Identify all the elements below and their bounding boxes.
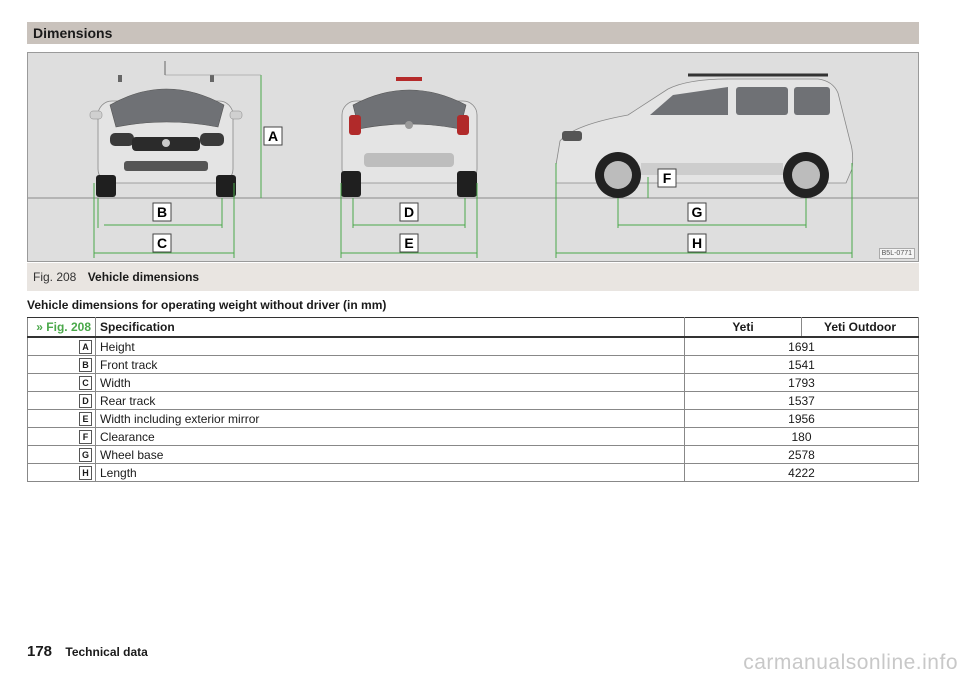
row-spec: Wheel base	[96, 446, 685, 464]
row-letter: A	[79, 340, 92, 354]
row-letter: F	[79, 430, 92, 444]
row-value: 180	[685, 428, 919, 446]
page-footer	[27, 643, 148, 660]
row-spec: Clearance	[96, 428, 685, 446]
row-value: 2578	[685, 446, 919, 464]
figure-code: B5L-0771	[879, 248, 915, 259]
table-title: Vehicle dimensions for operating weight without driver (in mm)	[27, 298, 387, 312]
section-title: Dimensions	[33, 25, 113, 41]
row-spec: Width including exterior mirror	[96, 410, 685, 428]
dimension-label-g: G	[691, 204, 703, 220]
table-row	[28, 464, 919, 482]
row-value: 1537	[685, 392, 919, 410]
row-spec: Rear track	[96, 392, 685, 410]
page-number: 178	[27, 643, 53, 660]
row-letter: B	[79, 358, 92, 372]
row-spec: Width	[96, 374, 685, 392]
row-spec: Length	[96, 464, 685, 482]
header-yeti: Yeti	[685, 318, 802, 338]
figure-title: Vehicle dimensions	[87, 270, 200, 284]
table-row	[28, 337, 919, 356]
watermark: carmanualsonline.info	[743, 651, 958, 674]
dimension-label-c: C	[156, 235, 168, 251]
row-letter: D	[79, 394, 92, 408]
row-value: 1691	[685, 337, 919, 356]
dimension-label-h: H	[691, 235, 703, 251]
row-value: 4222	[685, 464, 919, 482]
row-letter: C	[79, 376, 92, 390]
table-row	[28, 374, 919, 392]
vehicle-dimensions-figure	[27, 52, 919, 262]
table-row	[28, 392, 919, 410]
row-spec: Height	[96, 337, 685, 356]
dimension-label-e: E	[404, 235, 414, 251]
row-value: 1793	[685, 374, 919, 392]
dimensions-table	[27, 317, 919, 482]
chapter-title: Technical data	[65, 645, 148, 659]
dimension-label-f: F	[662, 170, 672, 186]
car-front-view	[90, 75, 242, 197]
dimension-label-b: B	[156, 204, 168, 220]
table-row	[28, 428, 919, 446]
car-side-view	[556, 75, 853, 198]
row-spec: Front track	[96, 356, 685, 374]
figure-caption	[27, 263, 919, 291]
row-value: 1956	[685, 410, 919, 428]
row-letter: H	[79, 466, 92, 480]
table-header-row	[28, 318, 919, 338]
figure-reference-link[interactable]: » Fig. 208	[28, 318, 96, 338]
table-row	[28, 410, 919, 428]
car-rear-view	[341, 77, 477, 197]
vehicle-illustration	[28, 53, 919, 262]
row-value: 1541	[685, 356, 919, 374]
row-letter: G	[79, 448, 92, 462]
header-specification: Specification	[96, 318, 685, 338]
table-row	[28, 446, 919, 464]
dimension-label-d: D	[403, 204, 415, 220]
dimension-label-a: A	[267, 128, 279, 144]
section-header	[27, 22, 919, 44]
table-row	[28, 356, 919, 374]
row-letter: E	[79, 412, 92, 426]
figure-number: Fig. 208	[33, 270, 77, 284]
header-yeti-outdoor: Yeti Outdoor	[802, 318, 919, 338]
